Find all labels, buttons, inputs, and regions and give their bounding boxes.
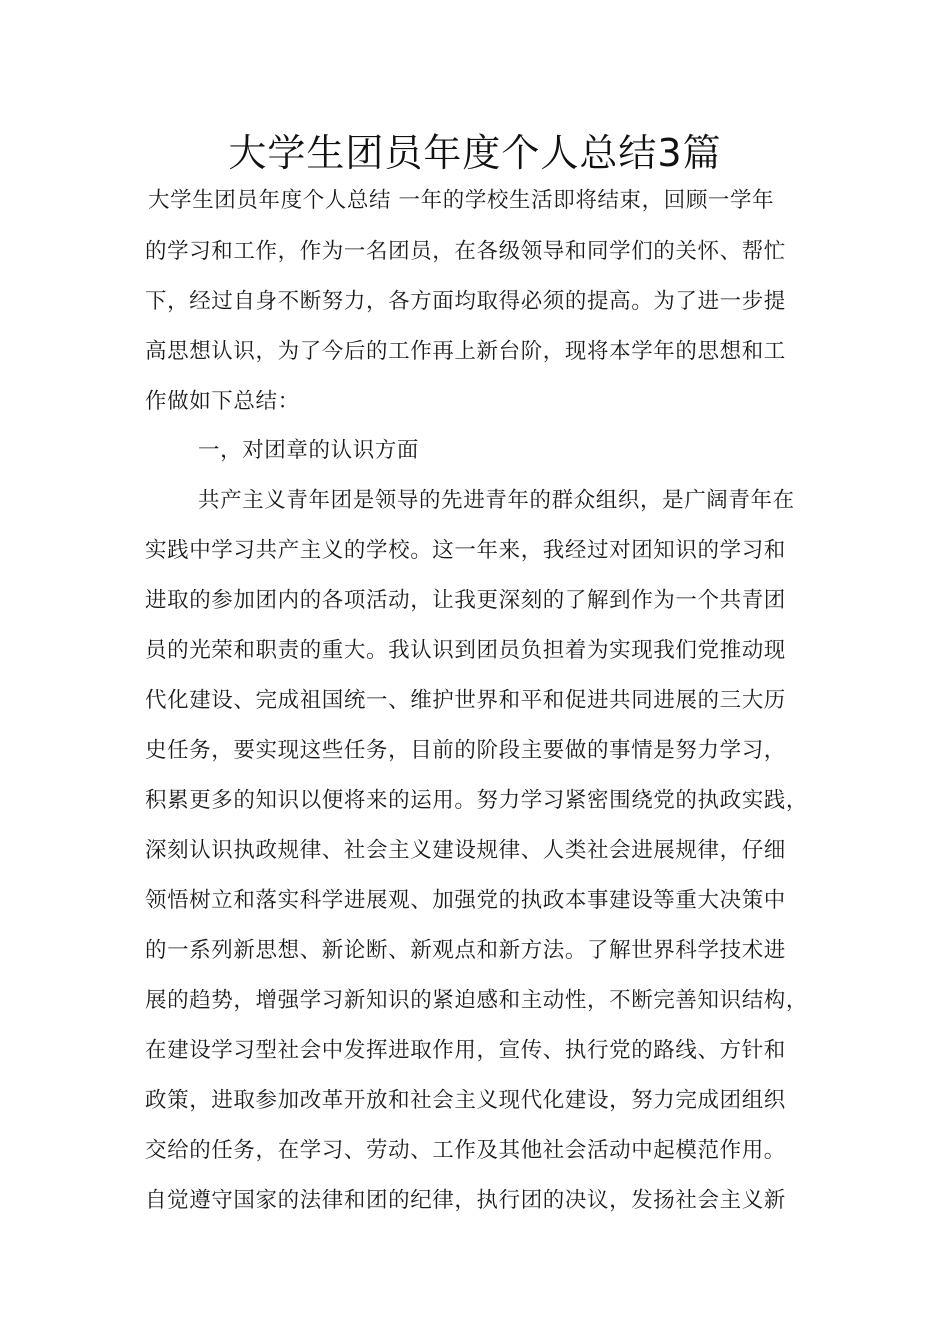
paragraph-line: 史任务，要实现这些任务，目前的阶段主要做的事情是努力学习，: [145, 738, 786, 763]
paragraph-line: 展的趋势，增强学习新知识的紧迫感和主动性，不断完善知识结构，: [145, 988, 809, 1013]
paragraph-line: 下，经过自身不断努力，各方面均取得必须的提高。为了进一步提: [145, 289, 786, 314]
document-title: 大学生团员年度个人总结3篇: [228, 131, 722, 175]
paragraph-line: 进取的参加团内的各项活动，让我更深刻的了解到作为一个共青团: [145, 588, 786, 613]
paragraph-line: 交给的任务，在学习、劳动、工作及其他社会活动中起模范作用。: [145, 1138, 786, 1163]
paragraph-line: 代化建设、完成祖国统一、维护世界和平和促进共同进展的三大历: [145, 688, 786, 713]
paragraph-line: 自觉遵守国家的法律和团的纪律，执行团的决议，发扬社会主义新: [145, 1188, 786, 1213]
paragraph-line: 高思想认识，为了今后的工作再上新台阶，现将本学年的思想和工: [145, 339, 786, 364]
paragraph-line: 积累更多的知识以便将来的运用。努力学习紧密围绕党的执政实践，: [145, 788, 809, 813]
paragraph-line: 政策，进取参加改革开放和社会主义现代化建设，努力完成团组织: [145, 1088, 786, 1113]
paragraph-line: 深刻认识执政规律、社会主义建设规律、人类社会进展规律，仔细: [145, 838, 786, 863]
paragraph-line: 在建设学习型社会中发挥进取作用，宣传、执行党的路线、方针和: [145, 1038, 786, 1063]
paragraph-line: 实践中学习共产主义的学校。这一年来，我经过对团知识的学习和: [145, 538, 786, 563]
paragraph-line: 员的光荣和职责的重大。我认识到团员负担着为实现我们党推动现: [145, 638, 786, 663]
paragraph-line: 的学习和工作，作为一名团员，在各级领导和同学们的关怀、帮忙: [145, 239, 786, 264]
paragraph-line: 的一系列新思想、新论断、新观点和新方法。了解世界科学技术进: [145, 938, 786, 963]
section-heading: 一，对团章的认识方面: [198, 438, 420, 463]
paragraph-line: 共产主义青年团是领导的先进青年的群众组织，是广阔青年在: [198, 488, 795, 513]
paragraph-line: 作做如下总结：: [145, 389, 300, 414]
paragraph-line: 大学生团员年度个人总结 一年的学校生活即将结束，回顾一学年: [148, 188, 775, 213]
paragraph-line: 领悟树立和落实科学进展观、加强党的执政本事建设等重大决策中: [145, 888, 786, 913]
